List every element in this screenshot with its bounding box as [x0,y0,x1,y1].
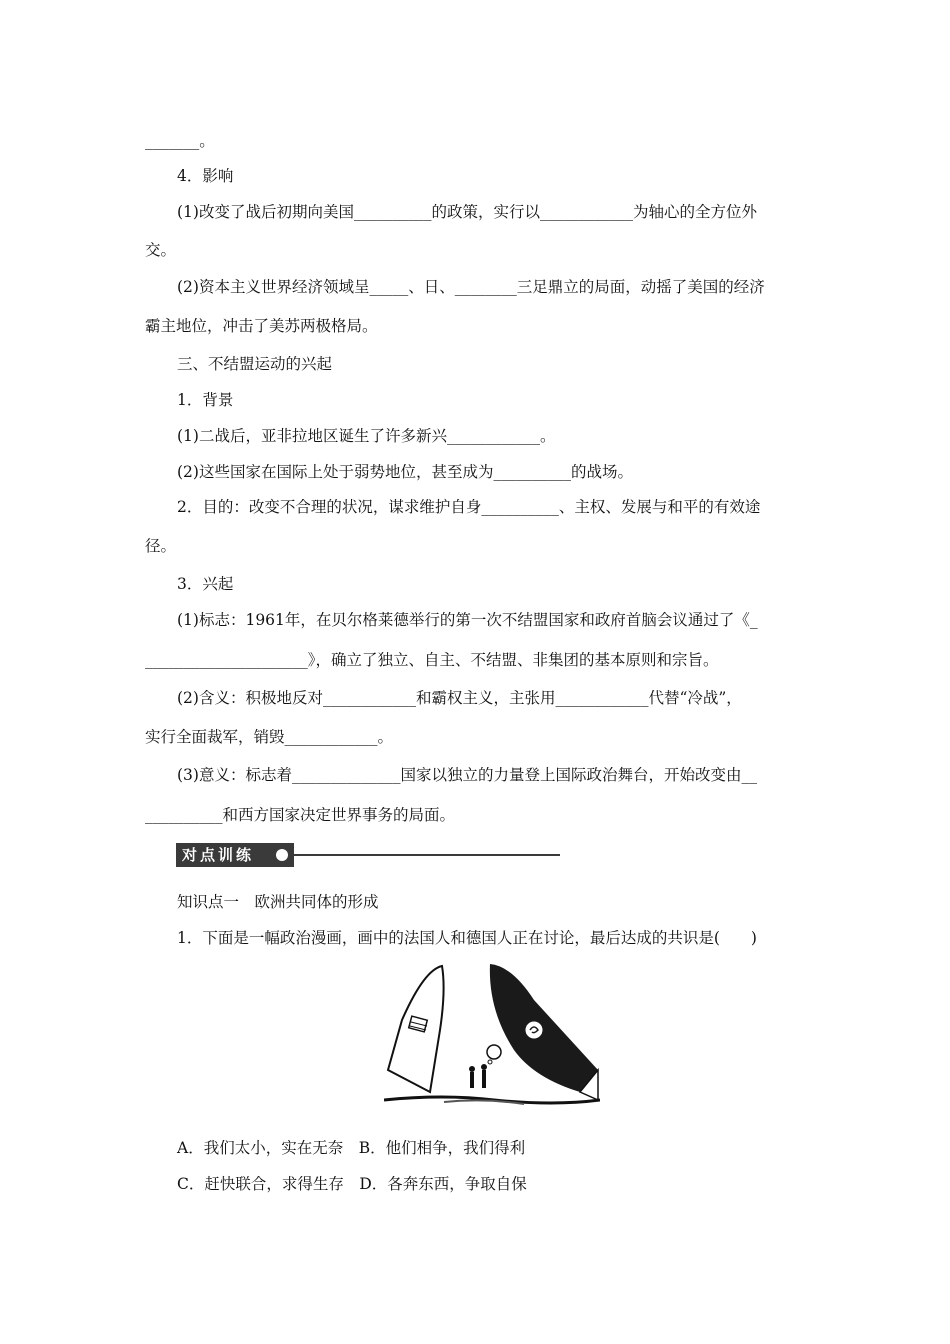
text-line: (1)改变了战后初期向美国__________的政策，实行以____________为轴心的全方位外 [177,203,757,221]
text-line: 1．背景 [177,391,234,409]
text-line: 4．影响 [177,167,234,185]
text-line: (3)意义：标志着______________国家以独立的力量登上国际政治舞台，开始改变由__ [177,766,757,784]
text-line: 实行全面裁军，销毁____________。 [145,728,394,746]
section-banner [176,843,560,867]
text-line: 1．下面是一幅政治漫画，画中的法国人和德国人正在讨论，最后达成的共识是( ) [177,929,757,947]
text-line: _______。 [145,132,215,150]
speech-bubble-icon [487,1045,501,1059]
text-line: 三、不结盟运动的兴起 [177,355,333,373]
political-cartoon-image [384,960,600,1110]
circle-icon [276,849,288,861]
text-line: 3．兴起 [177,575,234,593]
text-line: 径。 [145,537,177,555]
banner-rule [294,854,560,856]
text-line: (1)二战后，亚非拉地区诞生了许多新兴____________。 [177,427,556,445]
text-line: _____________________》，确立了独立、自主、不结盟、非集团的基本原则和宗旨。 [145,651,719,669]
text-line: (2)含义：积极地反对____________和霸权主义，主张用____________代替“冷战”， [177,689,742,707]
banner-label: 对点训练 [182,846,255,864]
text-line: 知识点一 欧洲共同体的形成 [177,893,379,911]
text-line: (1)标志：1961年，在贝尔格莱德举行的第一次不结盟国家和政府首脑会议通过了《_ [177,611,758,629]
text-line: 交。 [145,241,177,259]
figure-france [470,1072,474,1088]
soviet-emblem-icon [525,1021,543,1039]
text-line: __________和西方国家决定世界事务的局面。 [145,806,456,824]
text-line: A．我们太小，实在无奈 B．他们相争，我们得利 [177,1139,526,1157]
text-line: (2)资本主义世界经济领域呈_____、日、________三足鼎立的局面，动摇了美国的经济 [177,278,765,296]
text-line: 2．目的：改变不合理的状况，谋求维护自身__________、主权、发展与和平的有效途 [177,498,761,516]
text-line: C．赶快联合，求得生存 D．各奔东西，争取自保 [177,1175,527,1193]
soviet-missile-shape [490,964,598,1092]
text-line: 霸主地位，冲击了美苏两极格局。 [145,317,378,335]
text-line: (2)这些国家在国际上处于弱势地位，甚至成为__________的战场。 [177,463,633,481]
banner-box [176,843,294,867]
figure-germany [482,1070,486,1088]
